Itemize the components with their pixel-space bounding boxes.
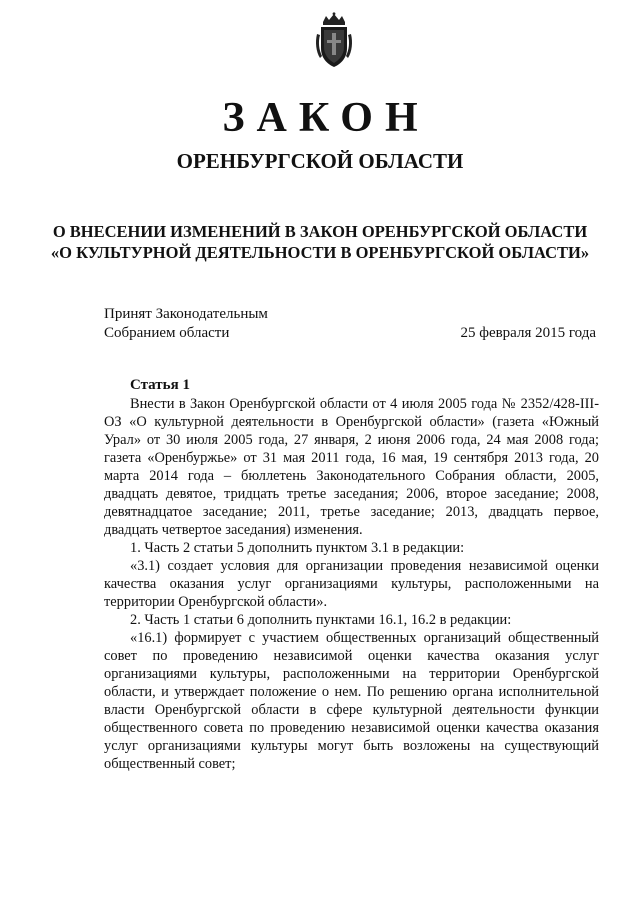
adoption-date: 25 февраля 2015 года	[460, 325, 596, 341]
adoption-line: Принят Законодательным	[104, 306, 268, 322]
adoption-line: Собранием области	[104, 325, 230, 341]
law-heading-line: О ВНЕСЕНИИ ИЗМЕНЕНИЙ В ЗАКОН ОРЕНБУРГСКОЙ ОБЛАСТИ	[52, 222, 588, 241]
law-heading	[0, 221, 640, 263]
article-title: Статья 1	[130, 377, 190, 393]
law-title: ЗАКОН	[222, 95, 430, 141]
article-body	[104, 395, 599, 773]
article-paragraph: Внести в Закон Оренбургской области от 4 июля 2005 года № 2352/428-III-ОЗ «О культурной деятельности в Оренбургской области» (газета «Южный Урал» от 30 июля 2005 года, 27 января, 2 июня 2006 года, 24 мая 2008 года; газета «Оренбуржье» от 31 мая 2011 года, 16 мая, 19 сентября 2013 года, 20 марта 2014 года – бюллетень Законодательного Собрания области, 2005, двадцать девятое, тридцать третье заседания; 2006, второе заседание; 2008, девятнадцатое заседание; 2011, третье заседание; 2013, двадцать первое, двадцать четвертое заседания) изменения.	[104, 396, 599, 538]
law-subtitle: ОРЕНБУРГСКОЙ ОБЛАСТИ	[176, 149, 464, 173]
article-paragraph: 1. Часть 2 статьи 5 дополнить пунктом 3.1 в редакции:	[130, 540, 465, 556]
adoption-note	[104, 305, 268, 343]
law-heading-line: «О КУЛЬТУРНОЙ ДЕЯТЕЛЬНОСТИ В ОРЕНБУРГСКОЙ ОБЛАСТИ»	[50, 243, 590, 262]
article-paragraph: 2. Часть 1 статьи 6 дополнить пунктами 16.1, 16.2 в редакции:	[130, 612, 512, 628]
article-paragraph: «3.1) создает условия для организации проведения независимой оценки качества оказания услуг организациями культуры, расположенными на территории Оренбургской области».	[104, 558, 599, 610]
article-paragraph: «16.1) формирует с участием общественных организаций общественный совет по проведению независимой оценки качества оказания услуг организациями культуры, расположенными на территории Оренбургской области, и утверждает положение о нем. По решению органа исполнительной власти Оренбургской области в сфере культурной деятельности функции общественного совета по проведению независимой оценки качества оказания услуг организациями культуры могут быть возложены на существующий общественный совет;	[104, 630, 599, 772]
orenburg-coat-of-arms-icon	[312, 12, 356, 70]
